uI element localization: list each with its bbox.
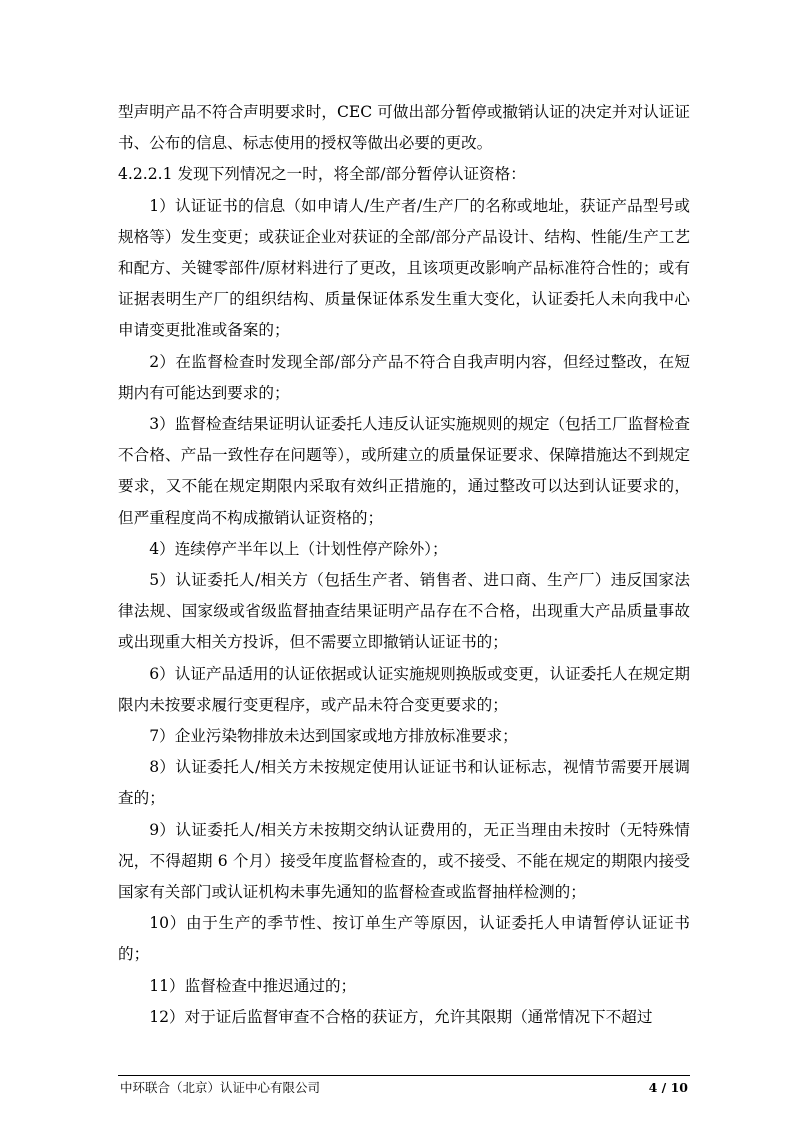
footer-page-number: 4 / 10	[648, 1080, 688, 1095]
list-item-11: 11）监督检查中推迟通过的；	[149, 976, 357, 995]
list-item-1: 1）认证证书的信息（如申请人/生产者/生产厂的名称或地址，获证产品型号或规格等）发生变更；或获证企业对获证的全部/部分产品设计、结构、性能/生产工艺和配方、关键零部件/原材料进行了更改，且该项更改影响产品标准符合性的；或有证据表明生产厂的组织结构、质量保证体系发生重大变化，认证委托人未向我中心申请变更批准或备案的；	[118, 196, 690, 340]
list-item-8: 8）认证委托人/相关方未按规定使用认证证书和认证标志，视情节需要开展调查的；	[118, 758, 690, 808]
list-item-5: 5）认证委托人/相关方（包括生产者、销售者、进口商、生产厂）违反国家法律法规、国家级或省级监督抽查结果证明产品存在不合格，出现重大产品质量事故或出现重大相关方投诉，但不需要立即撤销认证证书的；	[118, 571, 690, 652]
list-item-9: 9）认证委托人/相关方未按期交纳认证费用的，无正当理由未按时（无特殊情况，不得超期 6 个月）接受年度监督检查的，或不接受、不能在规定的期限内接受国家有关部门或认证机构未事先通知的监督检查或监督抽样检测的；	[118, 820, 690, 902]
list-item-2: 2）在监督检查时发现全部/部分产品不符合自我声明内容，但经过整改，在短期内有可能达到要求的；	[118, 352, 690, 402]
list-item-3: 3）监督检查结果证明认证委托人违反认证实施规则的规定（包括工厂监督检查不合格、产品一致性存在问题等），或所建立的质量保证要求、保障措施达不到规定要求，又不能在规定期限内采取有效纠正措施的，通过整改可以达到认证要求的，但严重程度尚不构成撤销认证资格的；	[118, 415, 690, 527]
list-item-4: 4）连续停产半年以上（计划性停产除外）；	[149, 539, 448, 558]
list-item-7: 7）企业污染物排放未达到国家或地方排放标准要求；	[149, 727, 518, 746]
paragraph-continuation: 型声明产品不符合声明要求时，CEC 可做出部分暂停或撤销认证的决定并对认证证书、公布的信息、标志使用的授权等做出必要的更改。	[118, 103, 690, 153]
list-item-12: 12）对于证后监督审查不合格的获证方，允许其限期（通常情况下不超过	[149, 1007, 653, 1026]
list-item-6: 6）认证产品适用的认证依据或认证实施规则换版或变更，认证委托人在规定期限内未按要求履行变更程序，或产品未符合变更要求的；	[118, 664, 690, 714]
clause-heading-4-2-2-1: 4.2.2.1 发现下列情况之一时，将全部/部分暂停认证资格：	[118, 165, 526, 184]
footer-organization: 中环联合（北京）认证中心有限公司	[120, 1080, 321, 1095]
document-body	[118, 97, 690, 1033]
footer-divider	[118, 1075, 690, 1076]
list-item-10: 10）由于生产的季节性、按订单生产等原因，认证委托人申请暂停认证证书的；	[118, 914, 690, 964]
